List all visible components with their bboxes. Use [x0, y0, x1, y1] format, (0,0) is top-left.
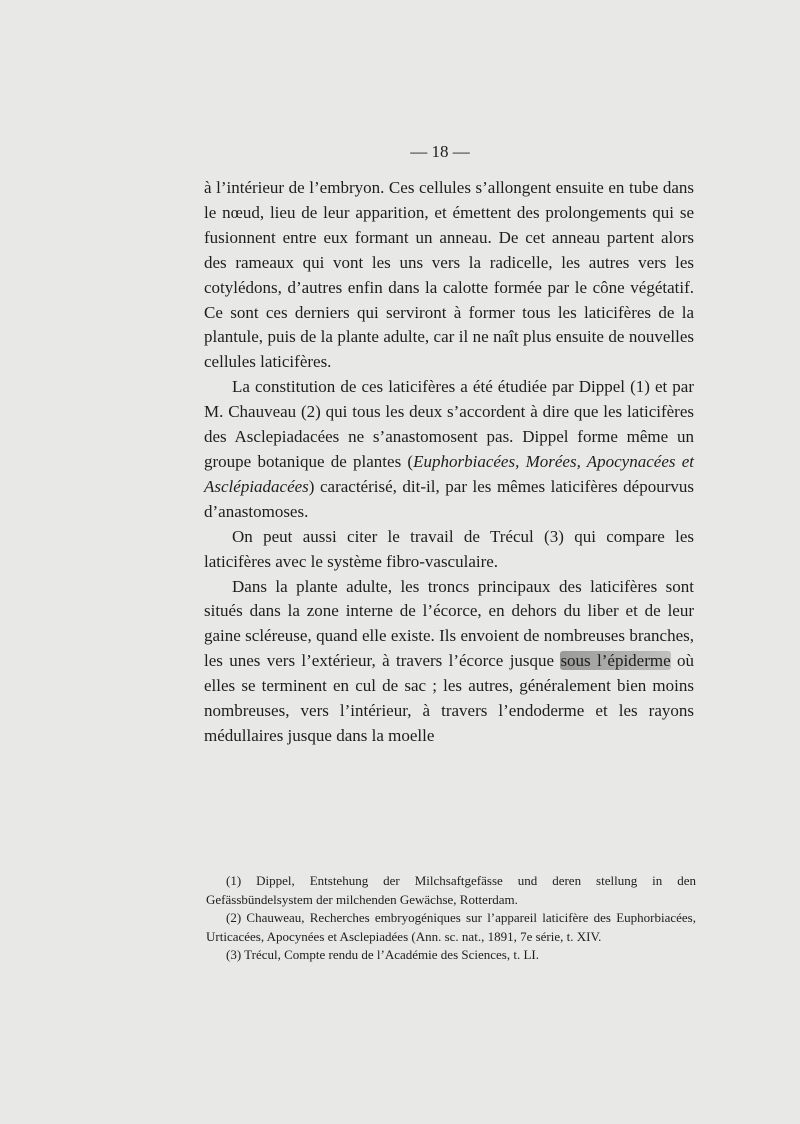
- footnotes: [206, 872, 696, 965]
- paragraph: [204, 575, 694, 749]
- smudged-text: sous l’épiderme: [560, 651, 671, 671]
- paragraph-text: où elles se terminent en cul de sac ; les autres, généralement bien moins nombreuses, vers l’intérieur, à travers l’endoderme et les rayons médullaires jusque dans la moelle: [204, 651, 695, 745]
- footnote: (3) Trécul, Compte rendu de l’Académie des Sciences, t. LI.: [226, 947, 539, 962]
- footnote: (2) Chauweau, Recherches embryogéniques sur l’appareil laticifère des Euphorbiacées, Urticacées, Apocynées et Asclepiadées (Ann. sc. nat., 1891, 7e série, t. XIV.: [206, 910, 696, 944]
- paragraph: [204, 176, 694, 375]
- paragraph: [204, 525, 694, 575]
- paragraph-text: ) caractérisé, dit-il, par les mêmes laticifères dépourvus d’anastomoses.: [204, 476, 694, 521]
- footnote: (1) Dippel, Entstehung der Milchsaftgefässe und deren stellung in den Gefässbündelsystem der milchenden Gewächse, Rotterdam.: [206, 873, 696, 907]
- paragraph-text: à l’intérieur de l’embryon. Ces cellules s’allongent ensuite en tube dans le nœud, lieu de leur apparition, et émettent des prolongements qui se fusionnent entre eux formant un anneau. De cet anneau partent alors des rameaux qui vont les uns vers la radicelle, les autres vers les cotylédons, d’autres enfin dans la calotte formée par le cône végétatif. Ce sont ces derniers qui serviront à former tous les laticifères de la plantule, puis de la plante adulte, car il ne naît plus ensuite de nouvelles cellules laticifères.: [204, 178, 694, 372]
- paragraph-text: Dans la plante adulte, les troncs principaux des laticifères sont situés dans la zone interne de l’écorce, en dehors du liber et de leur gaine scléreuse, quand elle existe. Ils envoient de nombreuses branches, les unes vers l’extérieur, à travers l’écorce jusque: [204, 576, 694, 671]
- italic-plant-groups: Euphorbiacées, Morées, Apocynacées et Asclépiadacées: [204, 451, 694, 496]
- body-text: [204, 176, 694, 749]
- paragraph: [204, 375, 694, 524]
- paragraph-text: La constitution de ces laticifères a été étudiée par Dippel (1) et par M. Chauveau (2) qui tous les deux s’accordent à dire que les laticifères des Asclepiadacées ne s’anastomosent pas. Dippel forme même un groupe botanique de plantes (: [204, 377, 694, 471]
- page-number: — 18 —: [410, 142, 470, 161]
- paragraph-text: On peut aussi citer le travail de Trécul (3) qui compare les laticifères avec le système fibro-vasculaire.: [204, 526, 694, 571]
